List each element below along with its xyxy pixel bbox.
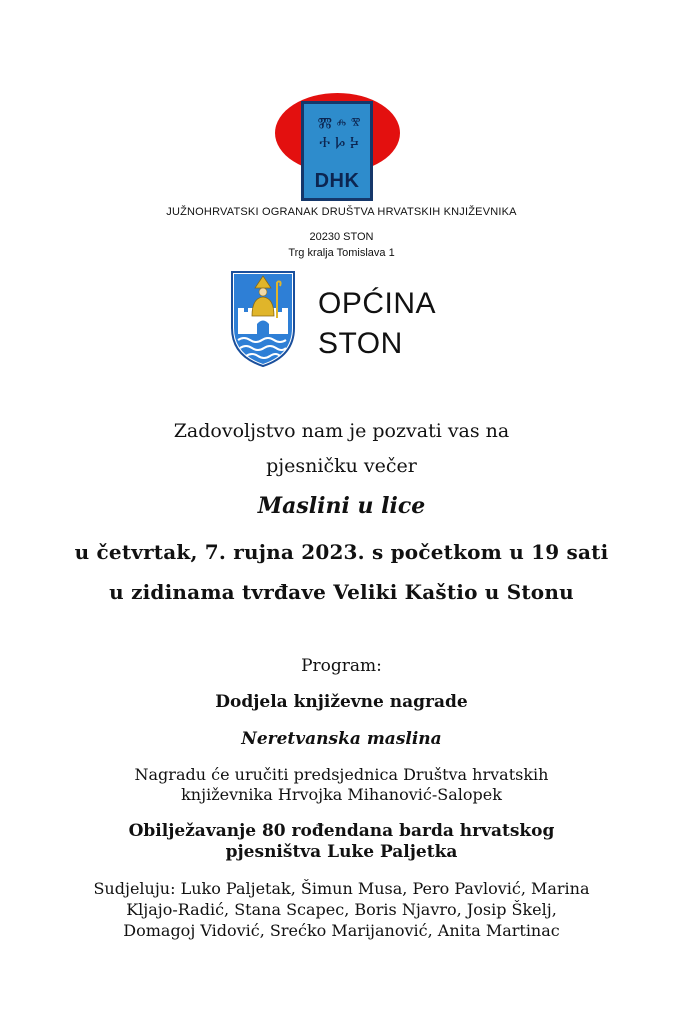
presenter-line2: književnika Hrvojka Mihanović-Salopek [181,785,502,804]
municipality-line1: OPĆINA [318,287,437,320]
invitation-line2: pjesničku večer [266,455,417,477]
municipality-name [318,284,436,364]
glyphs-top-row: Ⰿ ⰾ ⰺ [317,114,361,132]
participants-line3: Domagoj Vidović, Srećko Marijanović, Anita Martinac [123,921,560,940]
dhk-logo [275,93,400,203]
glagolitic-glyphs [308,114,370,152]
celebration [0,821,683,863]
program-label: Program: [301,656,382,676]
invitation-line1: Zadovoljstvo nam je pozvati vas na [173,420,510,442]
organization-street: Trg kralja Tomislava 1 [288,247,395,259]
participants [0,878,683,941]
presenter-line1: Nagradu će uručiti predsjednica Društva hrvatskih [134,765,549,784]
event-location: u zidinama tvrđave Veliki Kaštio u Stonu [109,580,574,604]
celebration-line2: pjesništva Luke Paljetka [225,842,458,862]
dhk-logo-box [301,101,373,201]
award-presenter [0,765,683,805]
event-date-time: u četvrtak, 7. rujna 2023. s početkom u 19 sati [74,540,609,564]
event-title: Maslini u lice [257,493,426,519]
award-line: Dodjela književne nagrade [215,692,468,712]
glyphs-bottom-row: Ⰰ Ⱈ Ⰽ [319,133,359,151]
award-name: Neretvanska maslina [241,729,442,749]
participants-line2: Kljajo-Radić, Stana Scapec, Boris Njavro, Josip Škelj, [126,900,557,919]
participants-line1: Sudjeluju: Luko Paljetak, Šimun Musa, Pero Pavlović, Marina [93,879,590,898]
dhk-logo-text: DHK [314,170,360,192]
organization-postal: 20230 STON [309,231,374,243]
ston-coat-of-arms-icon [230,270,296,368]
municipality-line2: STON [318,327,403,360]
organization-name: JUŽNOHRVATSKI OGRANAK DRUŠTVA HRVATSKIH KNJIŽEVNIKA [166,206,517,218]
celebration-line1: Obilježavanje 80 rođendana barda hrvatskog [128,821,555,841]
